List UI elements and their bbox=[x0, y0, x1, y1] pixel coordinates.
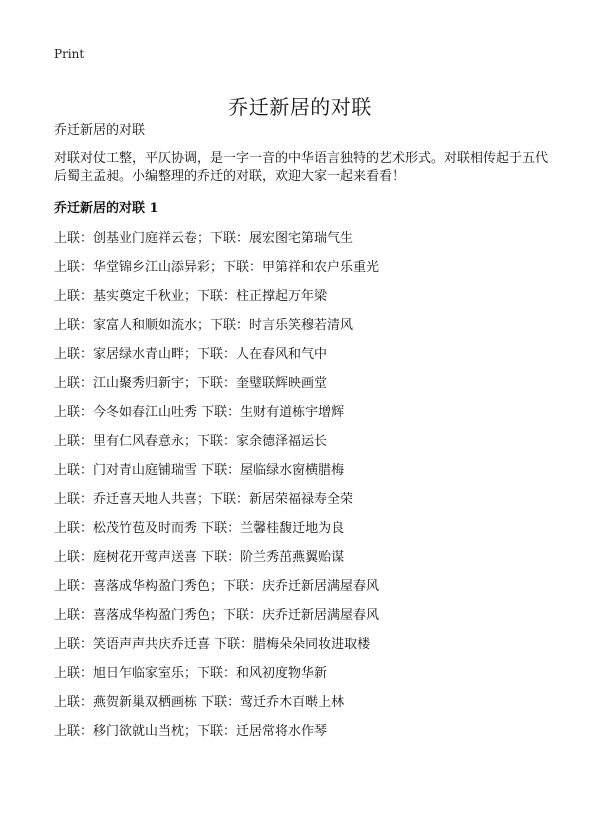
couplet-item: 上联：门对青山庭铺瑞雪 下联：屋临绿水窗横腊梅 bbox=[54, 463, 345, 478]
couplet-item: 上联：旭日乍临家室乐；下联：和风初度物华新 bbox=[54, 666, 328, 681]
couplet-item: 上联：庭树花开莺声送喜 下联：阶兰秀茁燕翼贻谋 bbox=[54, 550, 345, 565]
intro-paragraph: 对联对仗工整，平仄协调，是一字一音的中华语言独特的艺术形式。对联相传起于五代后蜀主孟昶。小编整理的乔迁的对联，欢迎大家一起来看看！ bbox=[54, 151, 549, 184]
couplet-list bbox=[54, 230, 379, 752]
page-title: 乔迁新居的对联 bbox=[228, 95, 372, 120]
couplet-item: 上联：江山聚秀归新宇；下联：奎璧联辉映画堂 bbox=[54, 376, 328, 391]
couplet-item: 上联：基实奠定千秋业；下联：柱正撑起万年梁 bbox=[54, 289, 328, 304]
couplet-item: 上联：燕贺新巢双栖画栋 下联：莺迁乔木百啭上林 bbox=[54, 695, 345, 710]
couplet-item: 上联：乔迁喜天地人共喜；下联：新居荣福禄寿全荣 bbox=[54, 492, 354, 507]
section-heading: 乔迁新居的对联 1 bbox=[54, 201, 159, 216]
couplet-item: 上联：今冬如春江山吐秀 下联：生财有道栋宇增辉 bbox=[54, 405, 345, 420]
couplet-item: 上联：笑语声声共庆乔迁喜 下联：腊梅朵朵同妆进取楼 bbox=[54, 637, 371, 652]
couplet-item: 上联：喜落成华构盈门秀色；下联：庆乔迁新居满屋春风 bbox=[54, 579, 380, 594]
couplet-item: 上联：创基业门庭祥云卷；下联：展宏图宅第瑞气生 bbox=[54, 231, 354, 246]
couplet-item: 上联：里有仁风春意永；下联：家余德泽福运长 bbox=[54, 434, 328, 449]
couplet-item: 上联：家富人和顺如流水；下联：时言乐笑穆若清风 bbox=[54, 318, 354, 333]
couplet-item: 上联：松茂竹苞及时而秀 下联：兰馨桂馥迁地为良 bbox=[54, 521, 345, 536]
print-link[interactable]: Print bbox=[54, 47, 85, 61]
article-subtitle: 乔迁新居的对联 bbox=[54, 123, 146, 138]
couplet-item: 上联：移门欲就山当枕；下联：迁居常将水作琴 bbox=[54, 724, 328, 739]
couplet-item: 上联：华堂锦乡江山添异彩；下联：甲第祥和农户乐重光 bbox=[54, 260, 380, 275]
couplet-item: 上联：喜落成华构盈门秀色；下联：庆乔迁新居满屋春风 bbox=[54, 608, 380, 623]
couplet-item: 上联：家居绿水青山畔；下联：人在春风和气中 bbox=[54, 347, 328, 362]
